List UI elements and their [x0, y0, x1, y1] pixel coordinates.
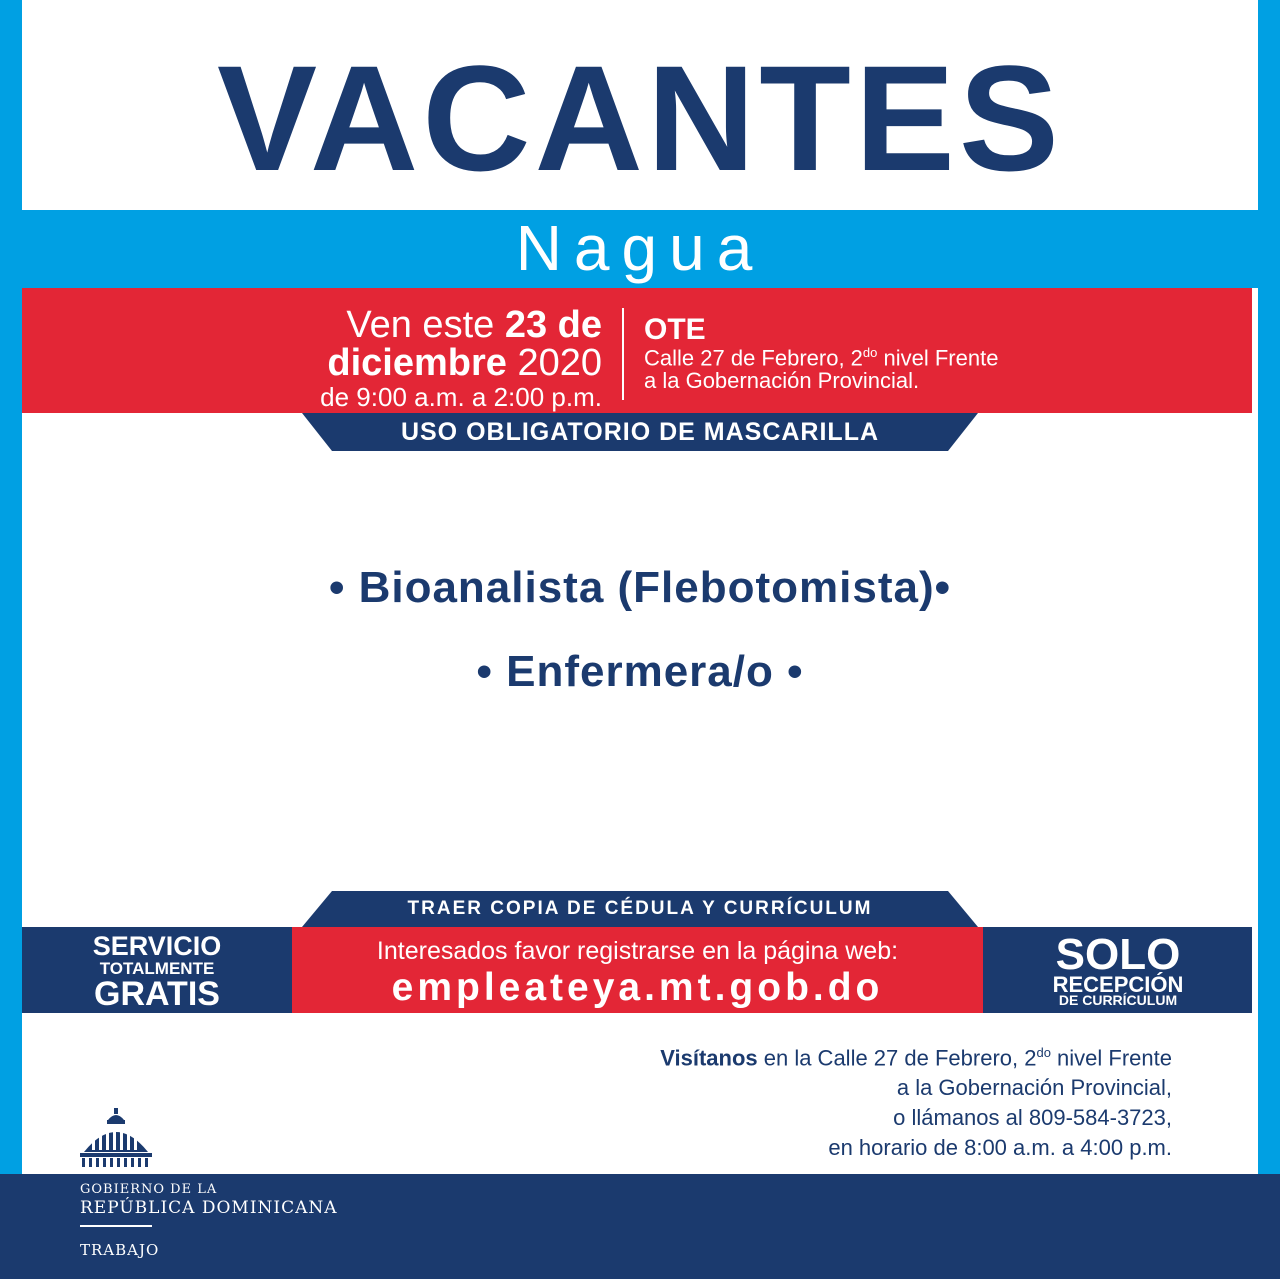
visit-bold: Visítanos [660, 1045, 758, 1071]
web-register-box [292, 927, 983, 1013]
date-month: diciembre [327, 342, 507, 384]
solo-line2: RECEPCIÓN [1052, 971, 1184, 997]
place-line1-post: nivel Frente [877, 344, 999, 370]
gov-line1: GOBIERNO DE LA [80, 1182, 218, 1197]
mask-notice: USO OBLIGATORIO DE MASCARILLA [400, 418, 880, 446]
page-title: VACANTES [217, 34, 1063, 202]
place-line1-sup: do [862, 344, 878, 360]
web-url-link[interactable]: empleateya.mt.gob.do [391, 966, 884, 1009]
city-banner [0, 210, 1280, 288]
free-line3: GRATIS [94, 975, 220, 1013]
visit-line2: a la Gobernación Provincial, [896, 1075, 1172, 1101]
solo-line3: DE CURRÍCULUM [1058, 992, 1178, 1009]
gov-ministry: TRABAJO [80, 1241, 160, 1259]
event-hours: de 9:00 a.m. a 2:00 p.m. [320, 382, 602, 412]
free-line2: TOTALMENTE [99, 959, 215, 978]
visit-hours: en horario de 8:00 a.m. a 4:00 p.m. [828, 1135, 1172, 1161]
event-place [644, 314, 998, 392]
visit-phone: o llámanos al 809-584-3723, [893, 1105, 1172, 1131]
job-item: • Enfermera/o • [476, 647, 804, 696]
event-date [320, 306, 602, 410]
city-name: Nagua [515, 212, 765, 284]
visit-line1-post: nivel Frente [1050, 1045, 1172, 1071]
place-address-line2: a la Gobernación Provincial. [644, 367, 920, 393]
place-title: OTE [644, 313, 706, 346]
solo-badge [983, 930, 1253, 1009]
date-year: 2020 [506, 342, 602, 384]
date-prefix: Ven este [346, 304, 505, 346]
event-banner [22, 288, 1252, 413]
visit-line1-pre: en la Calle 27 de Febrero, 2 [757, 1045, 1037, 1071]
visit-line1-sup: do [1036, 1045, 1051, 1060]
date-day: 23 de [504, 304, 602, 346]
gov-line2: REPÚBLICA DOMINICANA [80, 1198, 338, 1218]
free-service-badge [22, 933, 292, 1011]
divider [622, 308, 624, 400]
mask-notice-tab [302, 413, 978, 451]
visit-line1 [660, 1038, 1172, 1073]
solo-line1: SOLO [1055, 930, 1181, 979]
palace-dome-icon [78, 1108, 154, 1175]
place-line1-pre: Calle 27 de Febrero, 2 [644, 344, 863, 370]
copy-notice-tab [302, 891, 978, 927]
job-item: • Bioanalista (Flebotomista)• [328, 563, 952, 612]
visit-info [660, 1038, 1172, 1163]
copy-notice: TRAER COPIA DE CÉDULA Y CURRÍCULUM [407, 898, 873, 919]
web-label: Interesados favor registrarse en la página web: [376, 937, 899, 965]
free-line1: SERVICIO [92, 931, 222, 961]
place-address-line1 [644, 346, 998, 369]
footer-divider [80, 1225, 152, 1227]
